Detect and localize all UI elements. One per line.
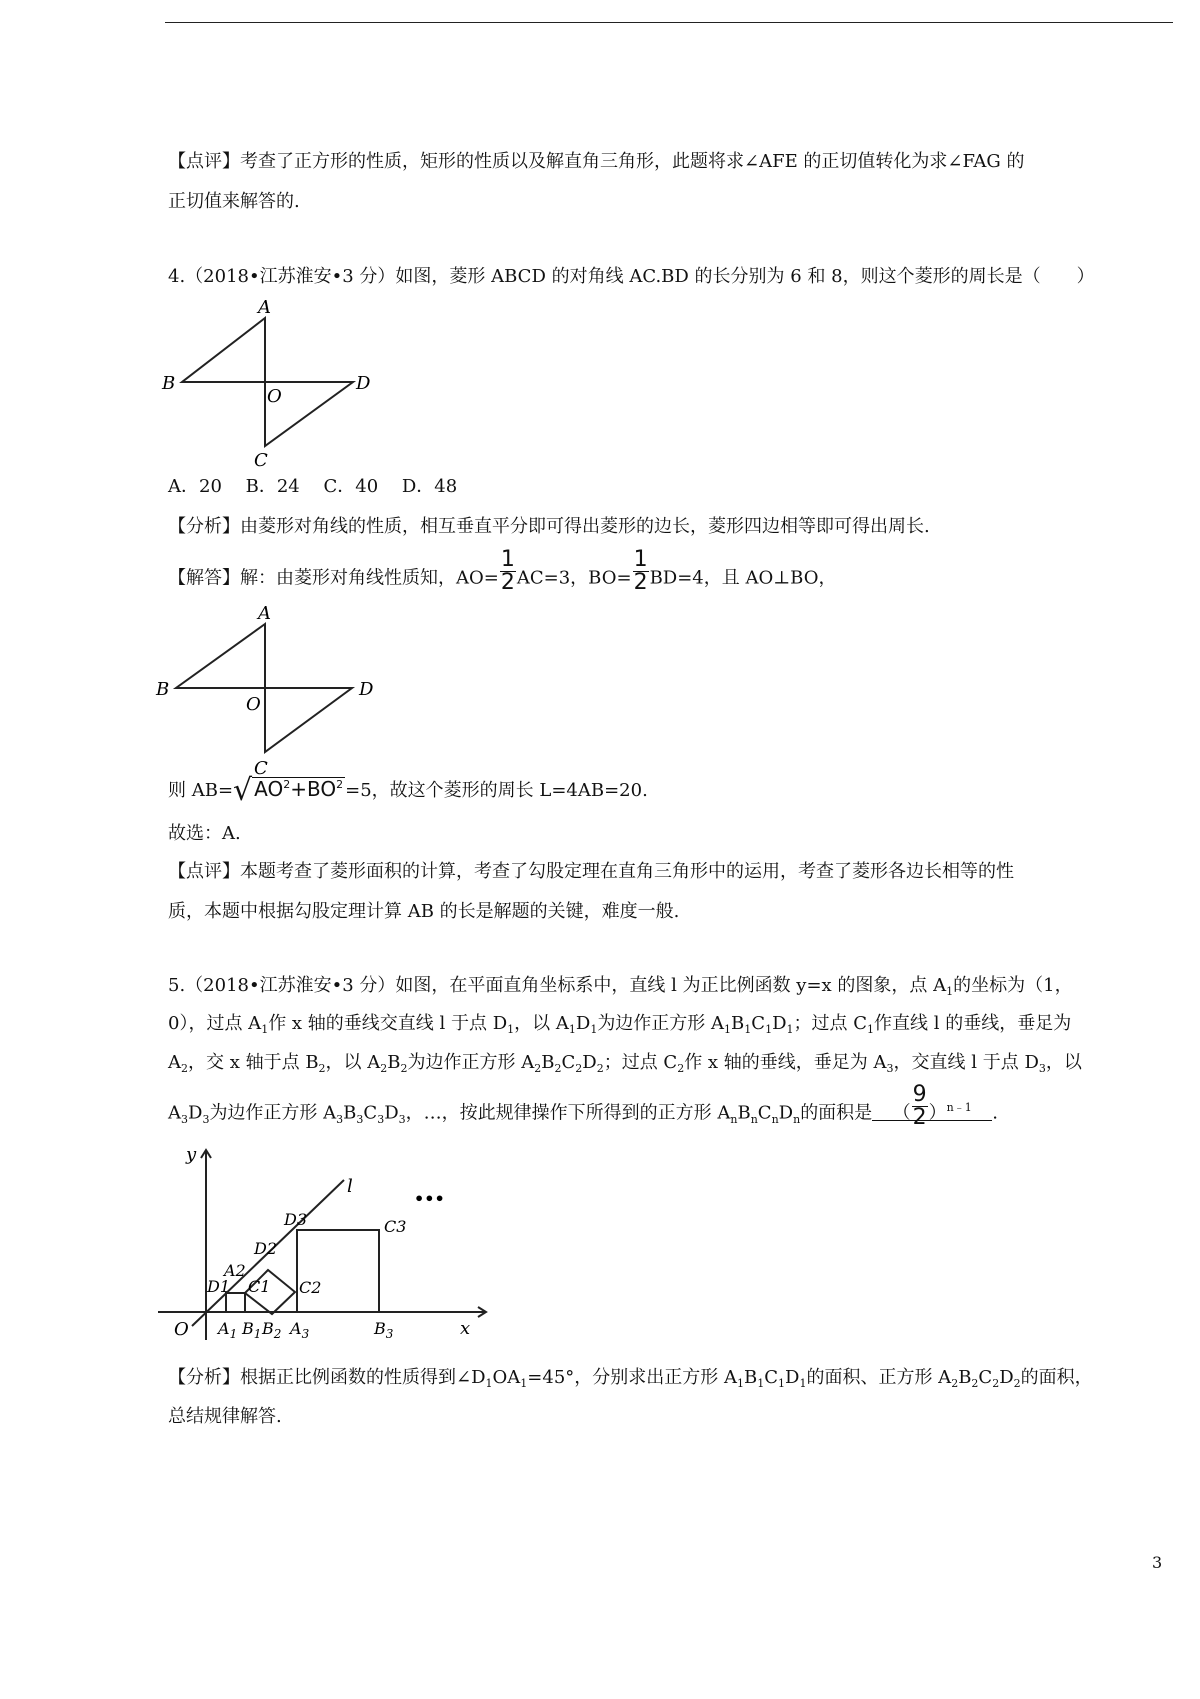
label-A2: A2 <box>224 1261 246 1280</box>
label-C: C <box>254 450 268 471</box>
comment-line-2: 正切值来解答的. <box>168 191 300 212</box>
q4-choose: 故选：A. <box>168 823 241 844</box>
label-D3: D3 <box>284 1210 308 1229</box>
label-x: x <box>460 1318 471 1339</box>
q5-line-1: 5.（2018•江苏淮安•3 分）如图，在平面直角坐标系中，直线 l 为正比例函数 y=x 的图象，点 $A_1$的坐标为（1， <box>168 975 1073 998</box>
label-O: O <box>174 1319 189 1340</box>
q4-answer-line <box>168 547 1168 595</box>
label-D2: D2 <box>254 1239 278 1258</box>
label-D: D <box>359 679 374 700</box>
label-A1: $A_1$ <box>218 1319 238 1341</box>
q4-analysis: 【分析】由菱形对角线的性质，相互垂直平分即可得出菱形的边长，菱形四边相等即可得出周长. <box>168 516 930 537</box>
sqrt-content: $AO^2+BO^2$ <box>252 777 345 804</box>
fraction-half-2: $\frac{1}{2}$ <box>633 547 648 595</box>
label-D: D <box>356 373 371 394</box>
q5-line-2: 0），过点 $A_1$作 x 轴的垂线交直线 l 于点 $D_1$，以 $A_1D_1$为边作正方形 $A_1B_1C_1D_1$；过点 $C_1$作直线 l 的垂线，垂足为 <box>168 1013 1072 1036</box>
q4-rhombus-figure-1 <box>160 296 400 471</box>
q4-stem: 4.（2018•江苏淮安•3 分）如图，菱形 ABCD 的对角线 AC.BD 的长分别为 6 和 8，则这个菱形的周长是（ ） <box>168 266 1095 287</box>
q4-calc-line <box>168 773 1168 808</box>
fraction-half-1: $\frac{1}{2}$ <box>500 547 515 595</box>
label-C3: C3 <box>384 1217 407 1236</box>
calc-suffix: =5，故这个菱形的周长 L=4AB=20. <box>345 780 648 801</box>
label-B: B <box>156 679 170 700</box>
comment-line-1: 【点评】考查了正方形的性质，矩形的性质以及解直角三角形，此题将求∠AFE 的正切值转化为求∠FAG 的 <box>168 151 1025 172</box>
label-y: y <box>186 1144 197 1165</box>
label-O: O <box>267 386 282 407</box>
label-B3: $B_3$ <box>374 1319 394 1341</box>
label-B1: $B_1$ <box>242 1319 262 1341</box>
q4-options: A．20 B．24 C．40 D．48 <box>168 476 458 497</box>
continuation-dots: ••• <box>414 1189 445 1208</box>
q5-line-3: $A_2$，交 x 轴于点 $B_2$，以 $A_2B_2$为边作正方形 $A_2B_2C_2D_2$；过点 $C_2$作 x 轴的垂线，垂足为 $A_3$，交直线 l 于点 $D_3$，以 <box>168 1052 1082 1075</box>
label-A: A <box>258 604 271 624</box>
q4-comment-line-2: 质，本题中根据勾股定理计算 AB 的长是解题的关键，难度一般. <box>168 901 680 922</box>
q5-coordinate-figure <box>152 1142 502 1352</box>
q5-analysis-line-1: 【分析】根据正比例函数的性质得到$\angle D_1OA_1=45^\circ$，分别求出正方形 $A_1B_1C_1D_1$的面积、正方形 $A_2B_2C_2D_2$的面积， <box>168 1367 1093 1390</box>
q5-line-4: $A_3D_3$为边作正方形 $A_3B_3C_3D_3$，…，按此规律操作下所得到的正方形 $A_nB_nC_nD_n$的面积是 （ $\frac{9}{2}$ ）$^{n﹣1}$ . <box>168 1082 998 1130</box>
label-O: O <box>246 694 261 715</box>
radical-sign: √ <box>233 773 253 808</box>
label-A3: $A_3$ <box>290 1319 310 1341</box>
q4-comment-line-1: 【点评】本题考查了菱形面积的计算，考查了勾股定理在直角三角形中的运用，考查了菱形各边长相等的性 <box>168 861 1014 882</box>
label-C2: C2 <box>299 1278 322 1297</box>
answer-mid: AC=3，BO= <box>516 567 632 589</box>
label-C1: C1 <box>248 1277 271 1296</box>
fraction-nine-halves: $\frac{9}{2}$ <box>912 1082 927 1130</box>
answer-prefix: 【解答】解：由菱形对角线性质知，AO= <box>168 567 499 589</box>
q4-rhombus-figure-2 <box>152 604 392 779</box>
label-A: A <box>258 297 271 318</box>
label-B: B <box>162 373 176 394</box>
label-C: C <box>254 758 268 779</box>
page-number: 3 <box>1152 1553 1163 1572</box>
label-l: l <box>347 1176 353 1197</box>
answer-suffix: BD=4，且 AO⊥BO， <box>649 567 837 589</box>
label-B2: $B_2$ <box>262 1319 282 1341</box>
answer-blank: （ $\frac{9}{2}$ ）$^{n﹣1}$ <box>872 1098 992 1121</box>
label-D1: D1 <box>207 1277 231 1296</box>
header-rule <box>165 22 1173 23</box>
q5-analysis-line-2: 总结规律解答. <box>168 1406 282 1427</box>
calc-prefix: 则 AB= <box>168 780 234 801</box>
